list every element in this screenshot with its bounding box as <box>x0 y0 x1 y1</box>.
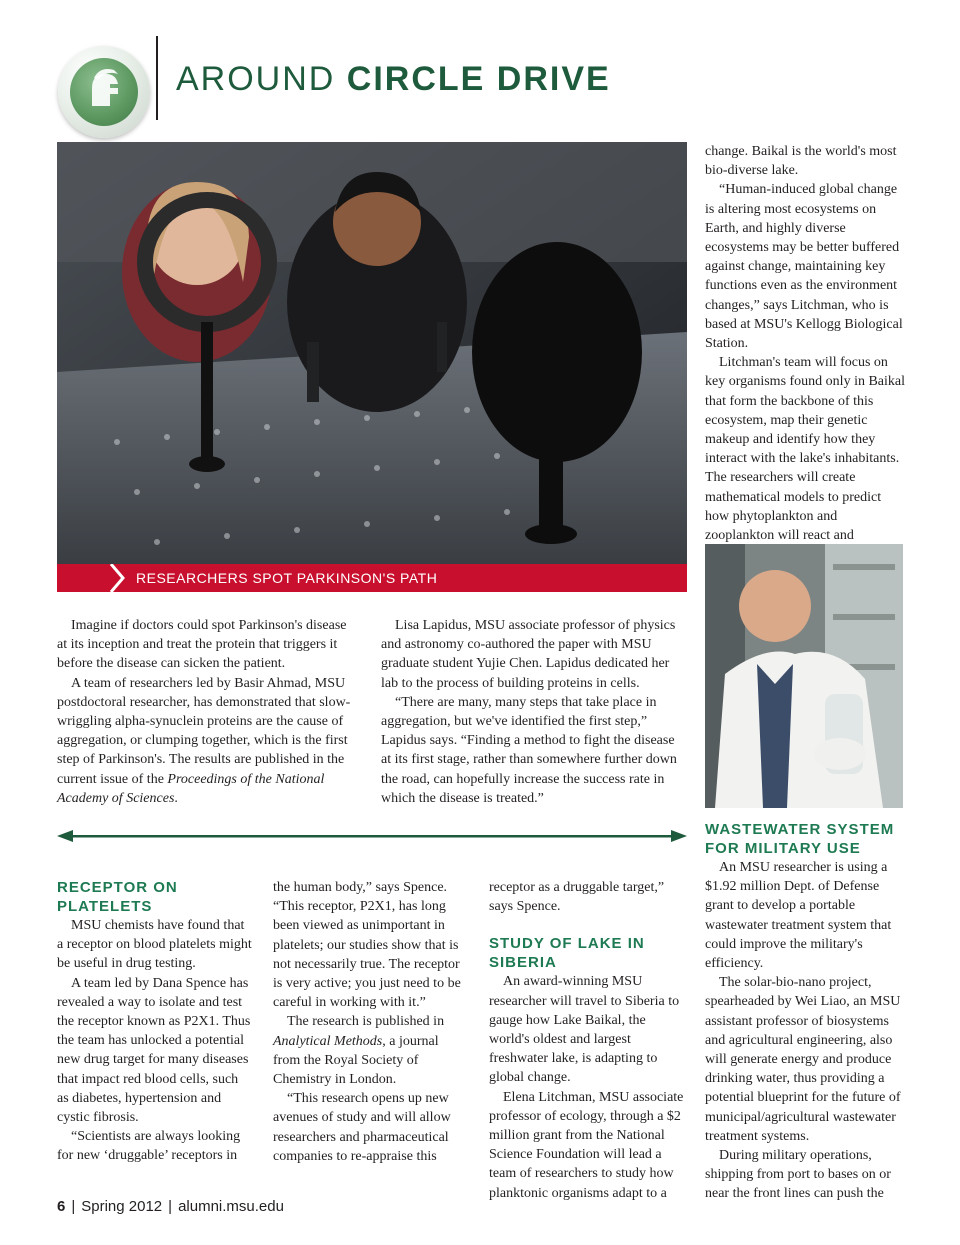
page-number: 6 <box>57 1198 66 1215</box>
paragraph: “Human-induced global change is altering most ecosystems on Earth, and highly diverse ecosystems may be better buffered against change, maintaining key functions even as the environment changes,” says Litchman, who is based at MSU's Kellogg Biological Station. <box>705 182 903 352</box>
page-footer: 6 | Spring 2012 | alumni.msu.edu <box>57 1198 284 1215</box>
section-divider <box>57 829 687 843</box>
wei-liao-photo <box>705 544 903 808</box>
paragraph: MSU chemists have found that a receptor on blood platelets might be useful in drug testing. <box>57 918 252 972</box>
feature-column-2 <box>381 616 687 808</box>
paragraph: A team of researchers led by Basir Ahmad, MSU postdoctoral researcher, has demonstrated that slow-wriggling alpha-synuclein proteins are the cause of aggregation, or clumping together, which is the first step of Parkinson's. The results are published in the current issue of the Proceedings of the National Academy of Sciences. <box>57 675 351 806</box>
paragraph: the human body,” says Spence. “This receptor, P2X1, has long been viewed as unimportant in platelets; our studies show that is not necessarily true. The receptor is very active; you just need to be careful in working with it.” <box>273 880 461 1011</box>
paragraph: Imagine if doctors could spot Parkinson's disease at its inception and treat the protein that triggers it before the disease can sicken the patient. <box>57 618 347 672</box>
receptor-lake-column <box>489 878 689 1203</box>
feature-headline: RESEARCHERS SPOT PARKINSON'S PATH <box>136 570 438 586</box>
paragraph: An award-winning MSU researcher will travel to Siberia to gauge how Lake Baikal, the world's oldest and largest freshwater lake, is adapting to global change. <box>489 974 680 1086</box>
paragraph: “This research opens up new avenues of study and will allow researchers and pharmaceutical companies to re-appraise this <box>273 1091 451 1164</box>
receptor-column-1 <box>57 878 253 1166</box>
wastewater-heading: WASTEWATER SYSTEM FOR MILITARY USE <box>705 821 895 857</box>
chevron-right-icon <box>107 564 129 592</box>
header-divider <box>156 36 158 120</box>
paragraph: receptor as a druggable target,” says Spence. <box>489 880 665 915</box>
paragraph: Lisa Lapidus, MSU associate professor of physics and astronomy co-authored the paper with MSU graduate student Yujie Chen. Lapidus dedicated her lab to the process of building proteins in cells. <box>381 618 676 691</box>
lake-continued-column <box>705 142 905 564</box>
lake-heading: STUDY OF LAKE IN SIBERIA <box>489 935 645 972</box>
lab-researchers-photo <box>57 142 687 564</box>
wastewater-column <box>705 820 905 1204</box>
section-title: AROUND CIRCLE DRIVE <box>176 60 611 98</box>
paragraph: A team led by Dana Spence has revealed a way to isolate and test the receptor known as P2X1. Thus the team has unlocked a potential new drug target for many diseases that impact red blood cells, such as diabetes, hypertension and cystic fibrosis. <box>57 975 251 1126</box>
paragraph: During military operations, shipping from port to bases on or near the front lines can push the <box>705 1148 891 1202</box>
issue-label: Spring 2012 <box>81 1198 163 1215</box>
spartan-helmet-icon <box>70 58 138 126</box>
msu-logo <box>58 46 150 138</box>
paragraph: The research is published in Analytical Methods, a journal from the Royal Society of Chemistry in London. <box>273 1014 445 1088</box>
site-link[interactable]: alumni.msu.edu <box>178 1198 284 1215</box>
feature-banner <box>57 564 687 592</box>
paragraph: change. Baikal is the world's most bio-diverse lake. <box>705 144 897 179</box>
paragraph: Elena Litchman, MSU associate professor of ecology, through a $2 million grant from the National Science Foundation will lead a team of researchers to study how planktonic organisms adapt to a <box>489 1089 684 1201</box>
feature-column-1 <box>57 616 355 808</box>
paragraph: The solar-bio-nano project, spearheaded by Wei Liao, an MSU assistant professor of biosystems and agricultural engineering, also will generate energy and produce drinking water, thus providing a potential blueprint for the future of municipal/agricultural wastewater treatment systems. <box>705 975 901 1144</box>
receptor-column-2 <box>273 878 469 1166</box>
paragraph: Litchman's team will focus on key organisms found only in Baikal that form the backbone of this ecosystem, map their genetic makeup and identify how they interact with the lake's inhabitants. The researchers will create mathematical models to predict how phytoplankton and zooplankton will react and <box>705 355 905 544</box>
paragraph: “Scientists are always looking for new ‘druggable’ receptors in <box>57 1129 241 1164</box>
paragraph: An MSU researcher is using a $1.92 million Dept. of Defense grant to develop a portable wastewater treatment system that could improve the military's efficiency. <box>705 860 892 972</box>
receptor-heading: RECEPTOR ON PLATELETS <box>57 879 178 915</box>
paragraph: “There are many, many steps that take place in aggregation, but we've identified the first step,” Lapidus says. “Finding a method to fight the disease at its first stage, rather than somewhere further down the road, can hopefully increase the success rate in which the disease is treated.” <box>381 694 677 806</box>
